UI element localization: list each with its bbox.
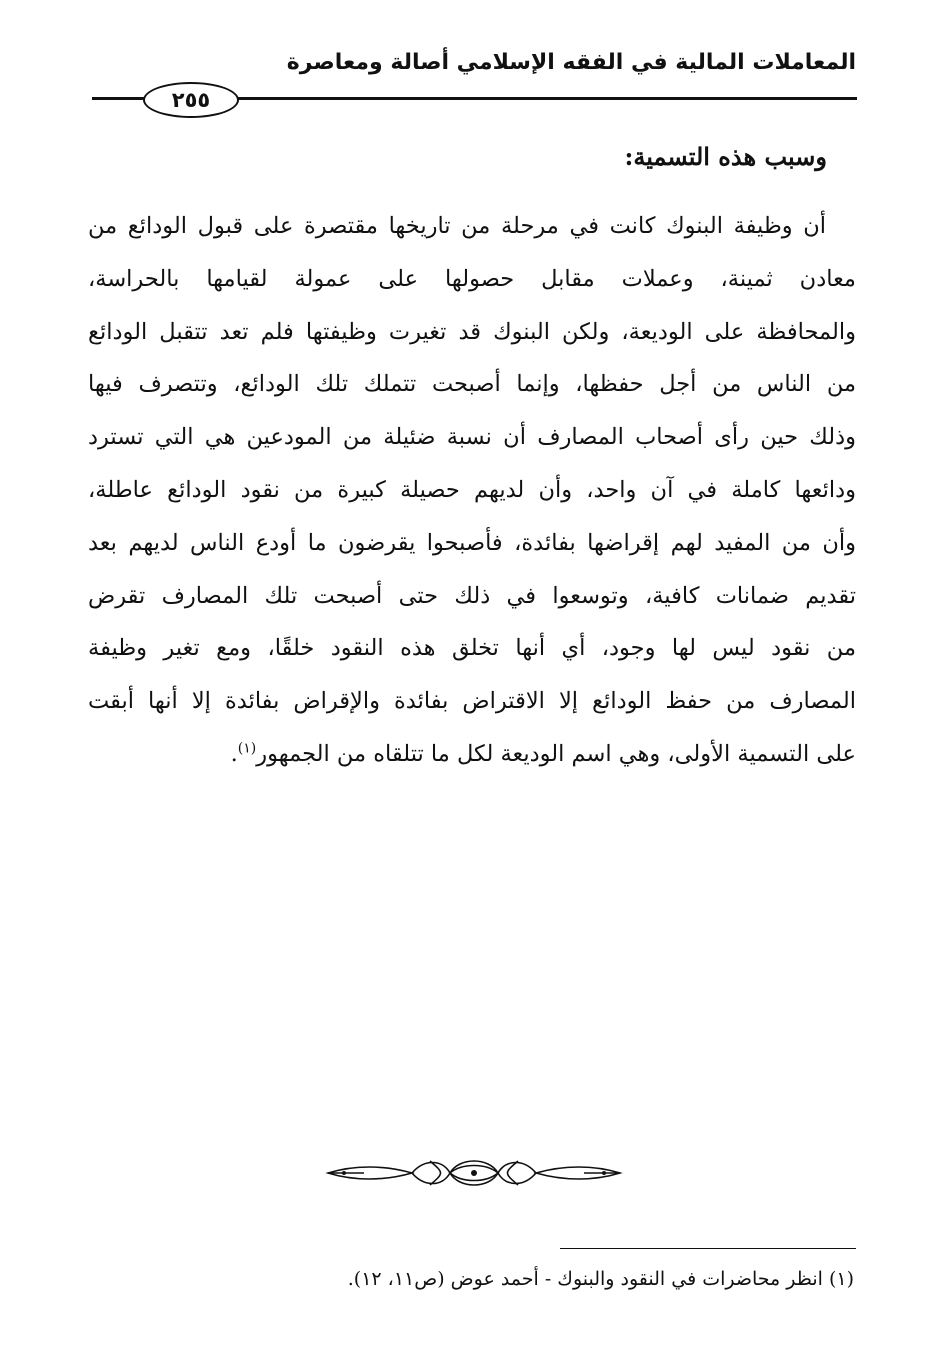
body-line: من الناس من أجل حفظها، وإنما أصبحت تتملك تلك الودائع، وتتصرف فيها xyxy=(88,371,856,398)
section-heading: وسبب هذه التسمية: xyxy=(624,142,827,171)
body-line: معادن ثمينة، وعملات مقابل حصولها على عمولة لقيامها بالحراسة، xyxy=(88,265,856,292)
body-line: ودائعها كاملة في آن واحد، وأن لديهم حصيلة كبيرة من نقود الودائع عاطلة، xyxy=(88,476,856,503)
running-header-title: المعاملات المالية في الفقه الإسلامي أصالة ومعاصرة xyxy=(286,50,856,75)
body-line: وذلك حين رأى أصحاب المصارف أن نسبة ضئيلة من المودعين هي التي تسترد xyxy=(88,424,856,451)
body-line: وأن من المفيد لهم إقراضها بفائدة، فأصبحوا يقرضون ما أودع الناس لديهم بعد xyxy=(88,529,856,556)
body-line-last xyxy=(88,728,856,781)
body-line: المصارف من حفظ الودائع إلا الاقتراض بفائدة والإقراض بفائدة إلا أنها أبقت xyxy=(88,688,856,715)
last-line-text: على التسمية الأولى، وهي اسم الوديعة لكل ما تتلقاه من الجمهور xyxy=(256,740,856,767)
last-line-end: . xyxy=(230,740,238,767)
body-line: تقديم ضمانات كافية، وتوسعوا في ذلك حتى أصبحت تلك المصارف تقرض xyxy=(88,582,856,609)
footnote-rule xyxy=(560,1248,856,1249)
page-number: ٢٥٥ xyxy=(143,82,239,118)
footnote: (١) انظر محاضرات في النقود والبنوك - أحمد عوض (ص١١، ١٢). xyxy=(347,1268,854,1290)
footnote-reference: (١) xyxy=(237,740,257,757)
body-line: والمحافظة على الوديعة، ولكن البنوك قد تغيرت وظيفتها فلم تعد تتقبل الودائع xyxy=(88,318,856,345)
body-line: أن وظيفة البنوك كانت في مرحلة من تاريخها مقتصرة على قبول الودائع من xyxy=(88,213,826,239)
ornament-divider-icon xyxy=(324,1155,624,1191)
body-line: من نقود ليس لها وجود، أي أنها تخلق هذه النقود خلقًا، ومع تغير وظيفة xyxy=(88,635,856,662)
body-paragraph xyxy=(88,200,856,781)
